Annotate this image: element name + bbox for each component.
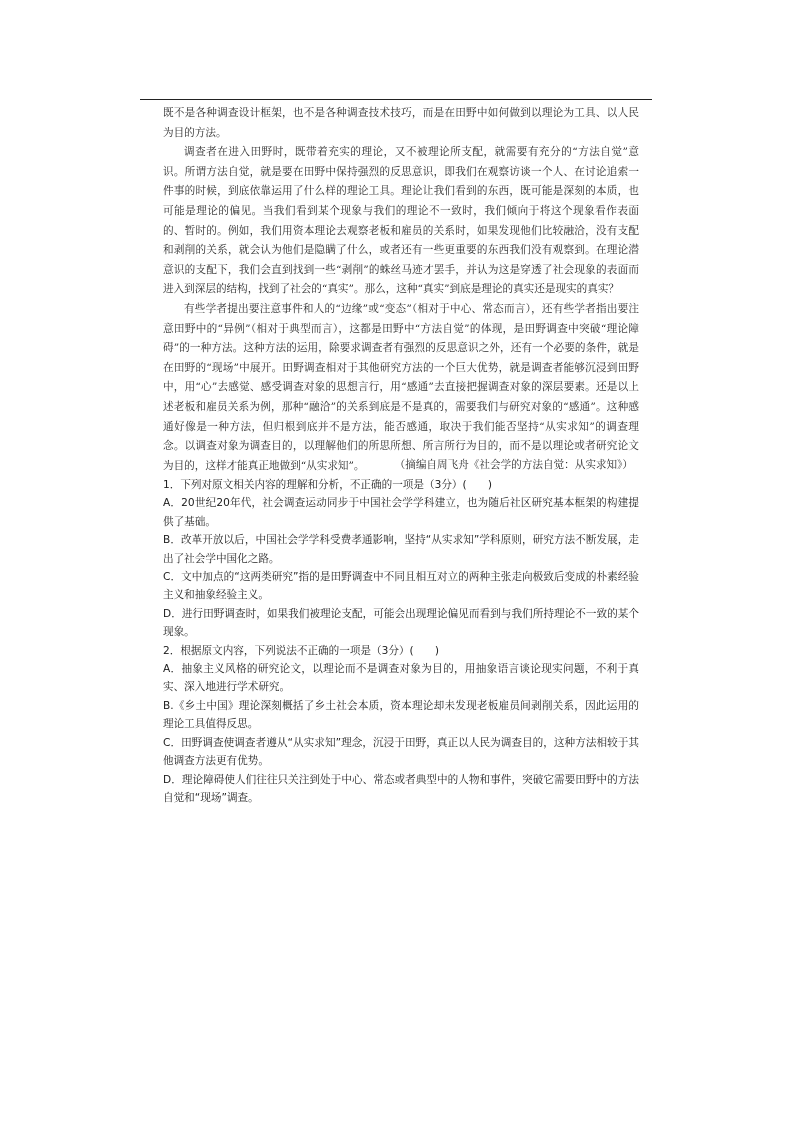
header-rule (140, 99, 652, 100)
option-c: C．文中加点的“这两类研究”指的是田野调查中不同且相互对立的两种主张走向极致后变成的朴素经验主义和抽象经验主义。 (163, 571, 639, 602)
question-list (163, 476, 639, 807)
passage-source: （摘编自周飞舟《社会学的方法自觉：从实求知》） (394, 459, 633, 471)
question-stem: 1．下列对原文相关内容的理解和分析，不正确的一项是（3分）( ) (163, 479, 492, 491)
option-c: C．田野调查使调查者遵从“从实求知”理念，沉浸于田野，真正以人民为调查目的，这种方法相较于其他调查方法更有优势。 (163, 736, 639, 768)
option-d: D．进行田野调查时，如果我们被理论支配，可能会出现理论偏见而看到与我们所持理论不一致的某个现象。 (163, 607, 639, 639)
option-b: B.《乡土中国》理论深刻概括了乡土社会本质，资本理论却未发现老板雇员间剥削关系，因此运用的理论工具值得反思。 (163, 699, 639, 731)
passage-paragraph: 调查者在进入田野时，既带着充实的理论，又不被理论所支配，就需要有充分的“方法自觉”意识。所谓方法自觉，就是要在田野中保持强烈的反思意识，即我们在观察访谈一个人、在讨论追索一件事的时候，到底依靠运用了什么样的理论工具。理论让我们看到的东西，既可能是深刻的本质，也可能是理论的偏见。当我们看到某个现象与我们的理论不一致时，我们倾向于将这个现象看作表面的、暂时的。例如，我们用资本理论去观察老板和雇员的关系时，如果发现他们比较融洽，没有支配和剥削的关系，就会认为他们是隐瞒了什么，或者还有一些更重要的东西我们没有观察到。在理论潜意识的支配下，我们会直到找到一些“剥削”的蛛丝马迹才罢手，并认为这是穿透了社会现象的表面而进入到深层的结构，找到了社会的“真实”。那么，这种“真实”到底是理论的真实还是现实的真实？ (163, 146, 639, 296)
option-a: A．抽象主义风格的研究论文，以理论而不是调查对象为目的，用抽象语言谈论现实问题，不利于真实、深入地进行学术研究。 (163, 663, 639, 694)
reading-passage (163, 104, 639, 476)
option-a: A．20世纪20年代，社会调查运动同步于中国社会学学科建立，也为随后社区研究基本框架的构建提供了基础。 (163, 497, 639, 528)
question-2 (163, 642, 639, 808)
option-d: D．理论障碍使人们往往只关注到处于中心、常态或者典型中的人物和事件，突破它需要田野中的方法自觉和“现场”调查。 (163, 773, 639, 804)
passage-paragraph: 有些学者提出要注意事件和人的“边缘”或“变态”（相对于中心、常态而言），还有些学者指出要注意田野中的“异例”（相对于典型而言），这都是田野中“方法自觉”的体现，是田野调查中突破“理论障碍”的一种方法。这种方法的运用，除要求调查者有强烈的反思意识之外，还有一个必要的条件，就是在田野的“现场”中展开。田野调查相对于其他研究方法的一个巨大优势，就是调查者能够沉浸到田野中，用“心”去感觉、感受调查对象的思想言行，用“感通”去直接把握调查对象的深层要素。还是以上述老板和雇员关系为例，那种“融洽”的关系到底是不是真的，需要我们与研究对象的“感通”。这种感通好像是一种方法，但归根到底并不是方法，能否感通，取决于我们能否坚持“从实求知”的调查理念。以调查对象为调查目的，以理解他们的所思所想、所言所行为目的，而不是以理论或者研究论文为目的，这样才能真正地做到“从实求知”。 (163, 302, 639, 472)
question-1 (163, 476, 639, 642)
question-stem: 2．根据原文内容，下列说法不正确的一项是（3分）( ) (163, 644, 439, 657)
option-b: B．改革开放以后，中国社会学学科受费孝通影响，坚持“从实求知”学科原则，研究方法不断发展，走出了社会学中国化之路。 (163, 534, 639, 565)
passage-paragraph: 既不是各种调查设计框架，也不是各种调查技术技巧，而是在田野中如何做到以理论为工具、以人民为目的方法。 (163, 107, 639, 139)
